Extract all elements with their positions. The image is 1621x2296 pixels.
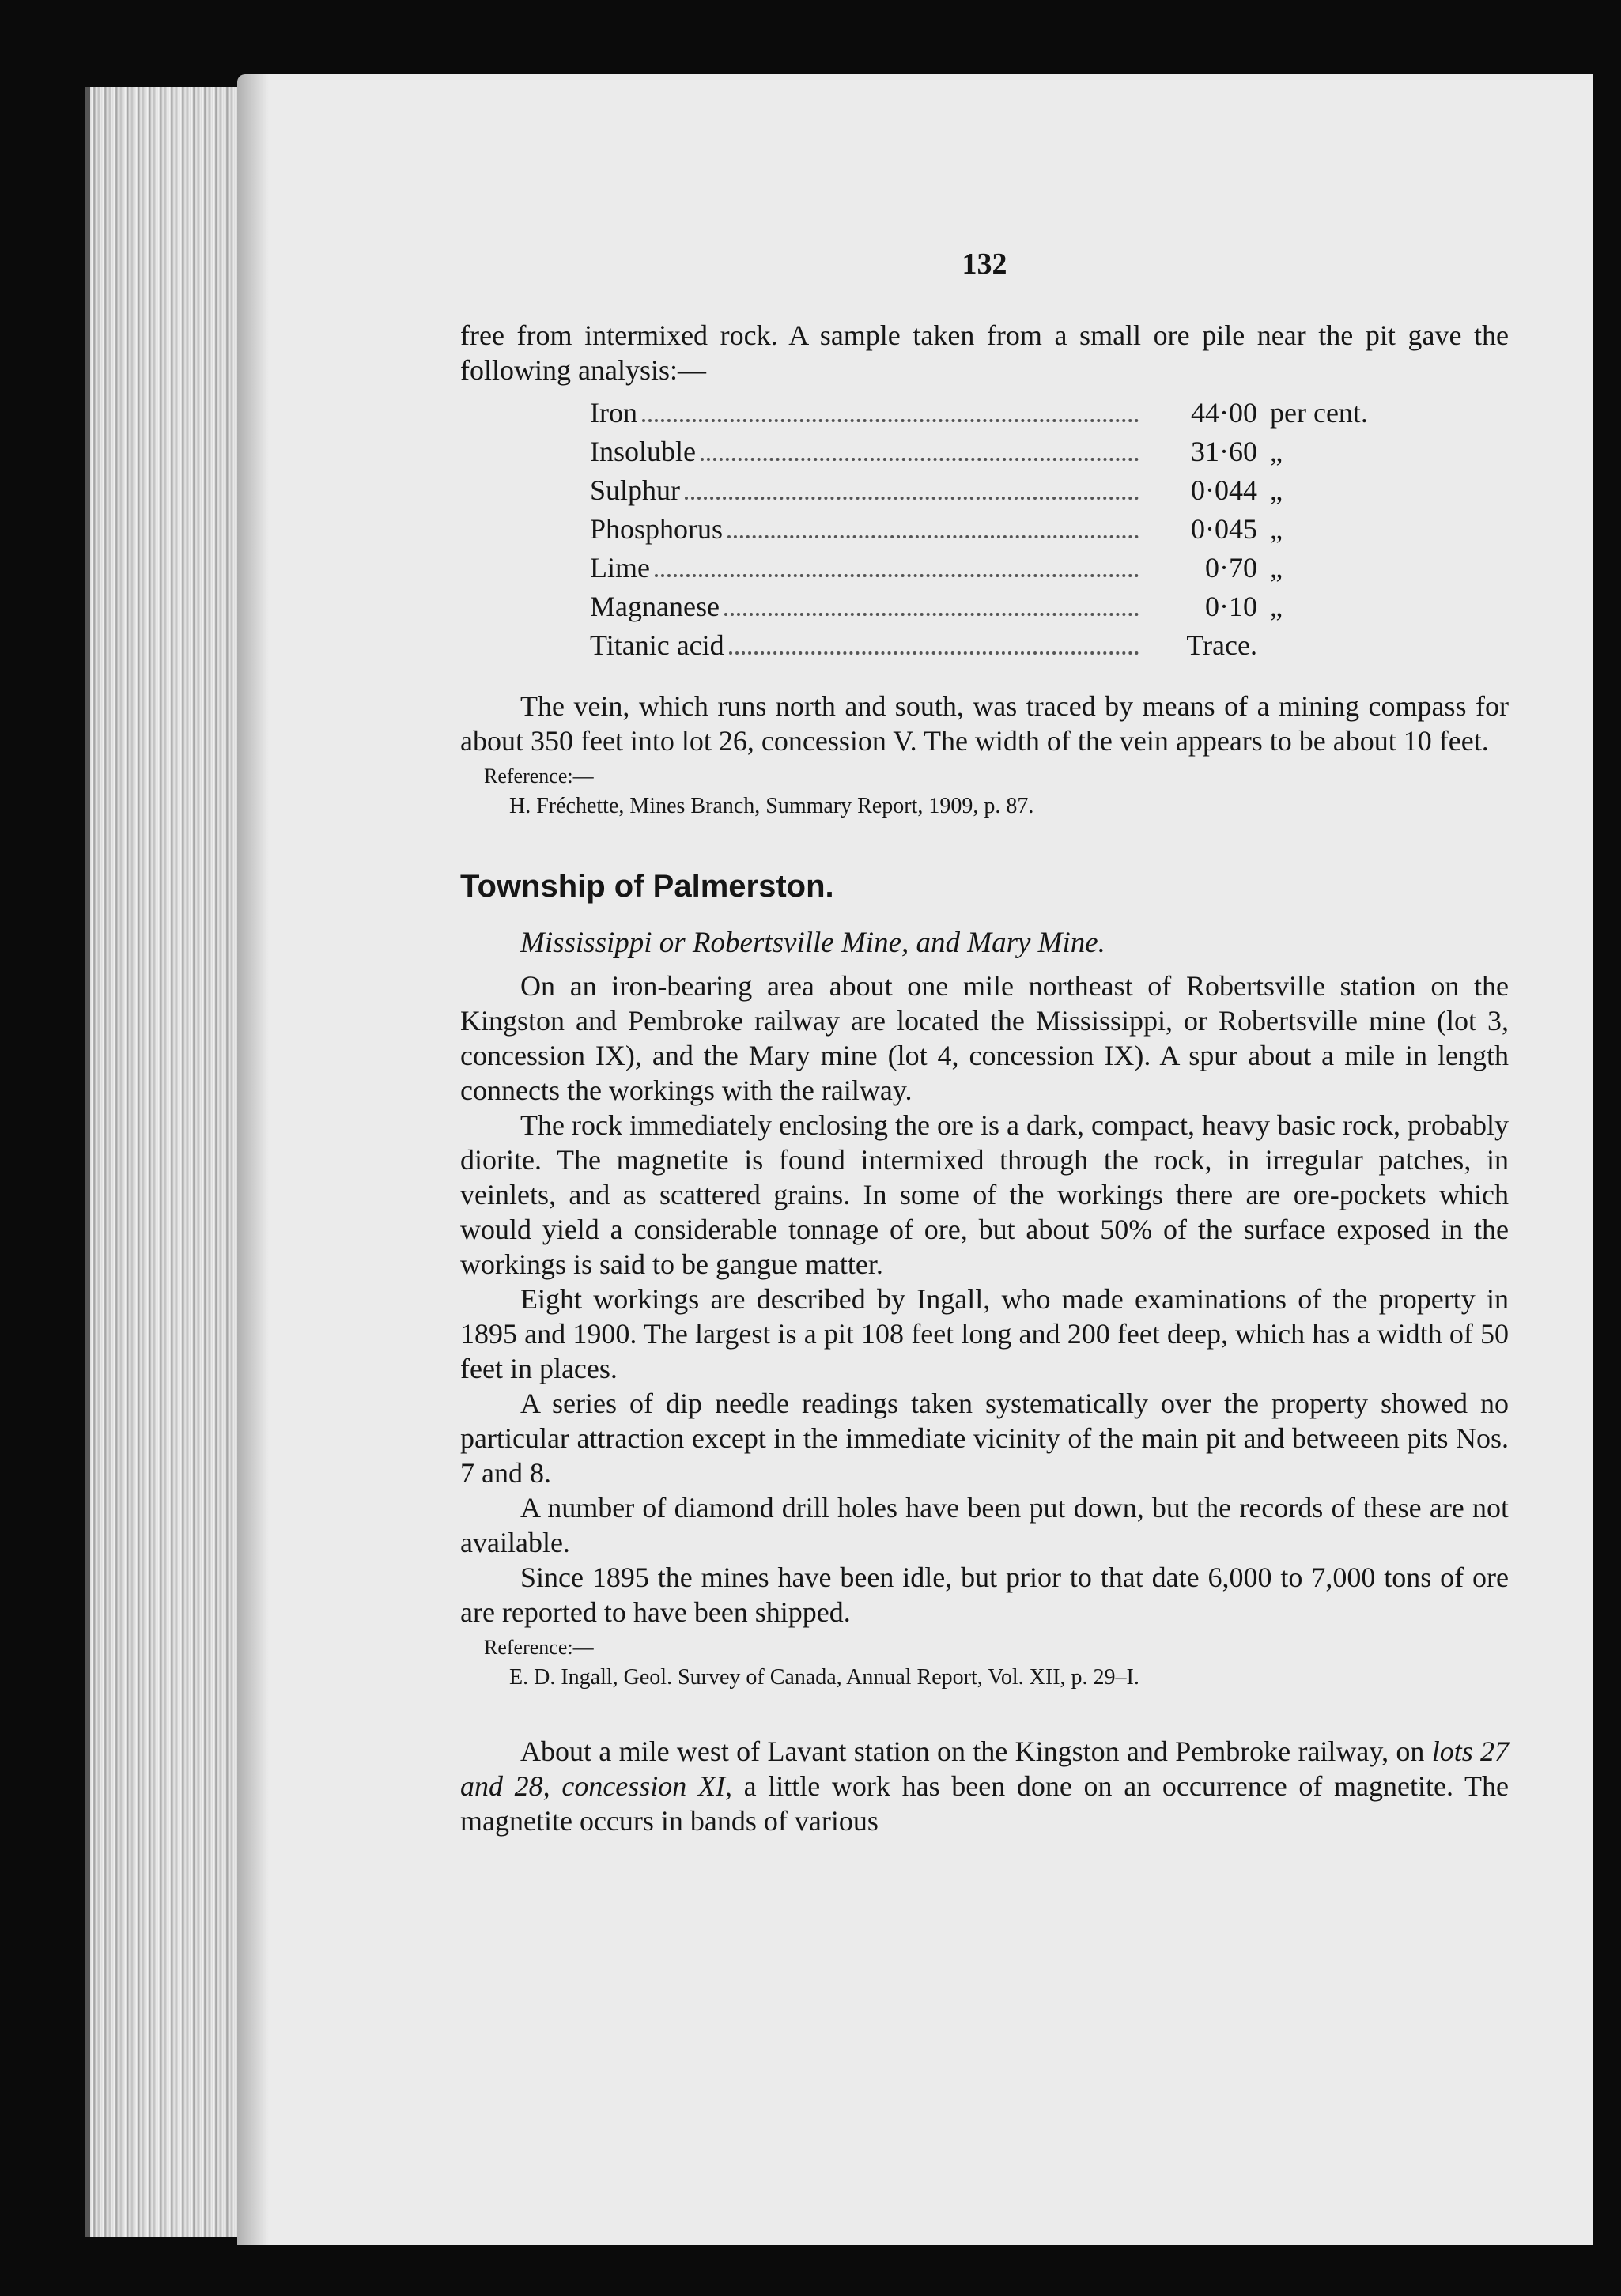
leader-dots [729, 651, 1139, 655]
analysis-value: Trace. [1186, 629, 1257, 661]
analysis-row [590, 510, 1396, 549]
body-paragraph: The rock immediately enclosing the ore is a dark, compact, heavy basic rock, probably diorite. The magnetite is found intermixed through the rock, in irregular patches, in veinlets, and as scattered grains. In some of the workings there are ore-pockets which would yield a considerable tonnage of ore, but about 50% of the surface exposed in the workings is said to be gangue matter. [460, 1109, 1509, 1280]
leader-dots [724, 612, 1139, 616]
analysis-value: 0·70 [1205, 552, 1257, 583]
analysis-row [590, 587, 1396, 626]
leader-dots [685, 496, 1139, 500]
leader-dots [642, 418, 1139, 422]
analysis-value: 0·10 [1205, 591, 1257, 622]
mine-subheading: Mississippi or Robertsville Mine, and Mary Mine. [520, 927, 1105, 959]
final-paragraph-part: , a little work has been done on an occurrence of magnetite. The magnetite occurs in bands of various [460, 1770, 1509, 1837]
analysis-value: 0·045 [1191, 513, 1257, 545]
analysis-table [590, 394, 1396, 665]
body-paragraph: A series of dip needle readings taken systematically over the property showed no particular attraction except in the immediate vicinity of the main pit and betweeen pits Nos. 7 and 8. [460, 1388, 1509, 1489]
analysis-element: Magnanese [590, 591, 720, 622]
reference-label: Reference:— [484, 765, 594, 787]
final-paragraph-italic: lots 27 and 28, concession XI [460, 1735, 1510, 1802]
page-gutter-shadow [237, 74, 269, 2245]
analysis-row [590, 626, 1396, 665]
analysis-element: Lime [590, 552, 650, 583]
final-paragraph-part: About a mile west of Lavant station on the Kingston and Pembroke railway, on [520, 1735, 1432, 1767]
leader-dots [655, 573, 1139, 577]
reference-citation: E. D. Ingall, Geol. Survey of Canada, Annual Report, Vol. XII, p. 29–I. [509, 1665, 1139, 1690]
body-paragraph: On an iron-bearing area about one mile northeast of Robertsville station on the Kingston and Pembroke railway are located the Mississippi, or Robertsville mine (lot 3, concession IX), and the Mary mine (lot 4, concession IX). A spur about a mile in length connects the workings with the railway. [460, 970, 1509, 1106]
leader-dots [727, 534, 1139, 538]
analysis-row [590, 549, 1396, 587]
analysis-unit: „ [1270, 474, 1283, 506]
analysis-value: 0·044 [1191, 474, 1257, 506]
analysis-element: Titanic acid [590, 629, 724, 661]
analysis-element: Iron [590, 397, 637, 429]
page-text [460, 247, 1509, 1838]
analysis-value: 44·00 [1191, 397, 1257, 429]
analysis-unit: per cent. [1270, 397, 1368, 429]
analysis-unit: „ [1270, 591, 1283, 622]
analysis-value: 31·60 [1191, 436, 1257, 467]
book-page-edges [85, 87, 252, 2237]
body-paragraph: Since 1895 the mines have been idle, but prior to that date 6,000 to 7,000 tons of ore are reported to have been shipped. [460, 1562, 1509, 1628]
intro-paragraph: free from intermixed rock. A sample taken from a small ore pile near the pit gave the following analysis:— [460, 319, 1509, 386]
analysis-row [590, 471, 1396, 510]
vein-paragraph: The vein, which runs north and south, was traced by means of a mining compass for about 350 feet into lot 26, concession V. The width of the vein appears to be about 10 feet. [460, 690, 1509, 757]
analysis-unit: „ [1270, 552, 1283, 583]
leader-dots [701, 457, 1139, 461]
body-paragraph: A number of diamond drill holes have been put down, but the records of these are not available. [460, 1492, 1509, 1558]
analysis-element: Insoluble [590, 436, 696, 467]
reference-citation: H. Fréchette, Mines Branch, Summary Report, 1909, p. 87. [509, 794, 1034, 818]
section-heading: Township of Palmerston. [460, 869, 834, 904]
body-paragraph: Eight workings are described by Ingall, who made examinations of the property in 1895 and 1900. The largest is a pit 108 feet long and 200 feet deep, which has a width of 50 feet in places. [460, 1283, 1509, 1384]
analysis-unit: „ [1270, 513, 1283, 545]
reference-label: Reference:— [484, 1636, 594, 1659]
analysis-unit: „ [1270, 436, 1283, 467]
analysis-element: Sulphur [590, 474, 681, 506]
analysis-row [590, 432, 1396, 471]
analysis-element: Phosphorus [590, 513, 724, 545]
analysis-row [590, 394, 1396, 432]
final-paragraph [460, 1734, 1509, 1838]
page-number: 132 [962, 247, 1007, 281]
